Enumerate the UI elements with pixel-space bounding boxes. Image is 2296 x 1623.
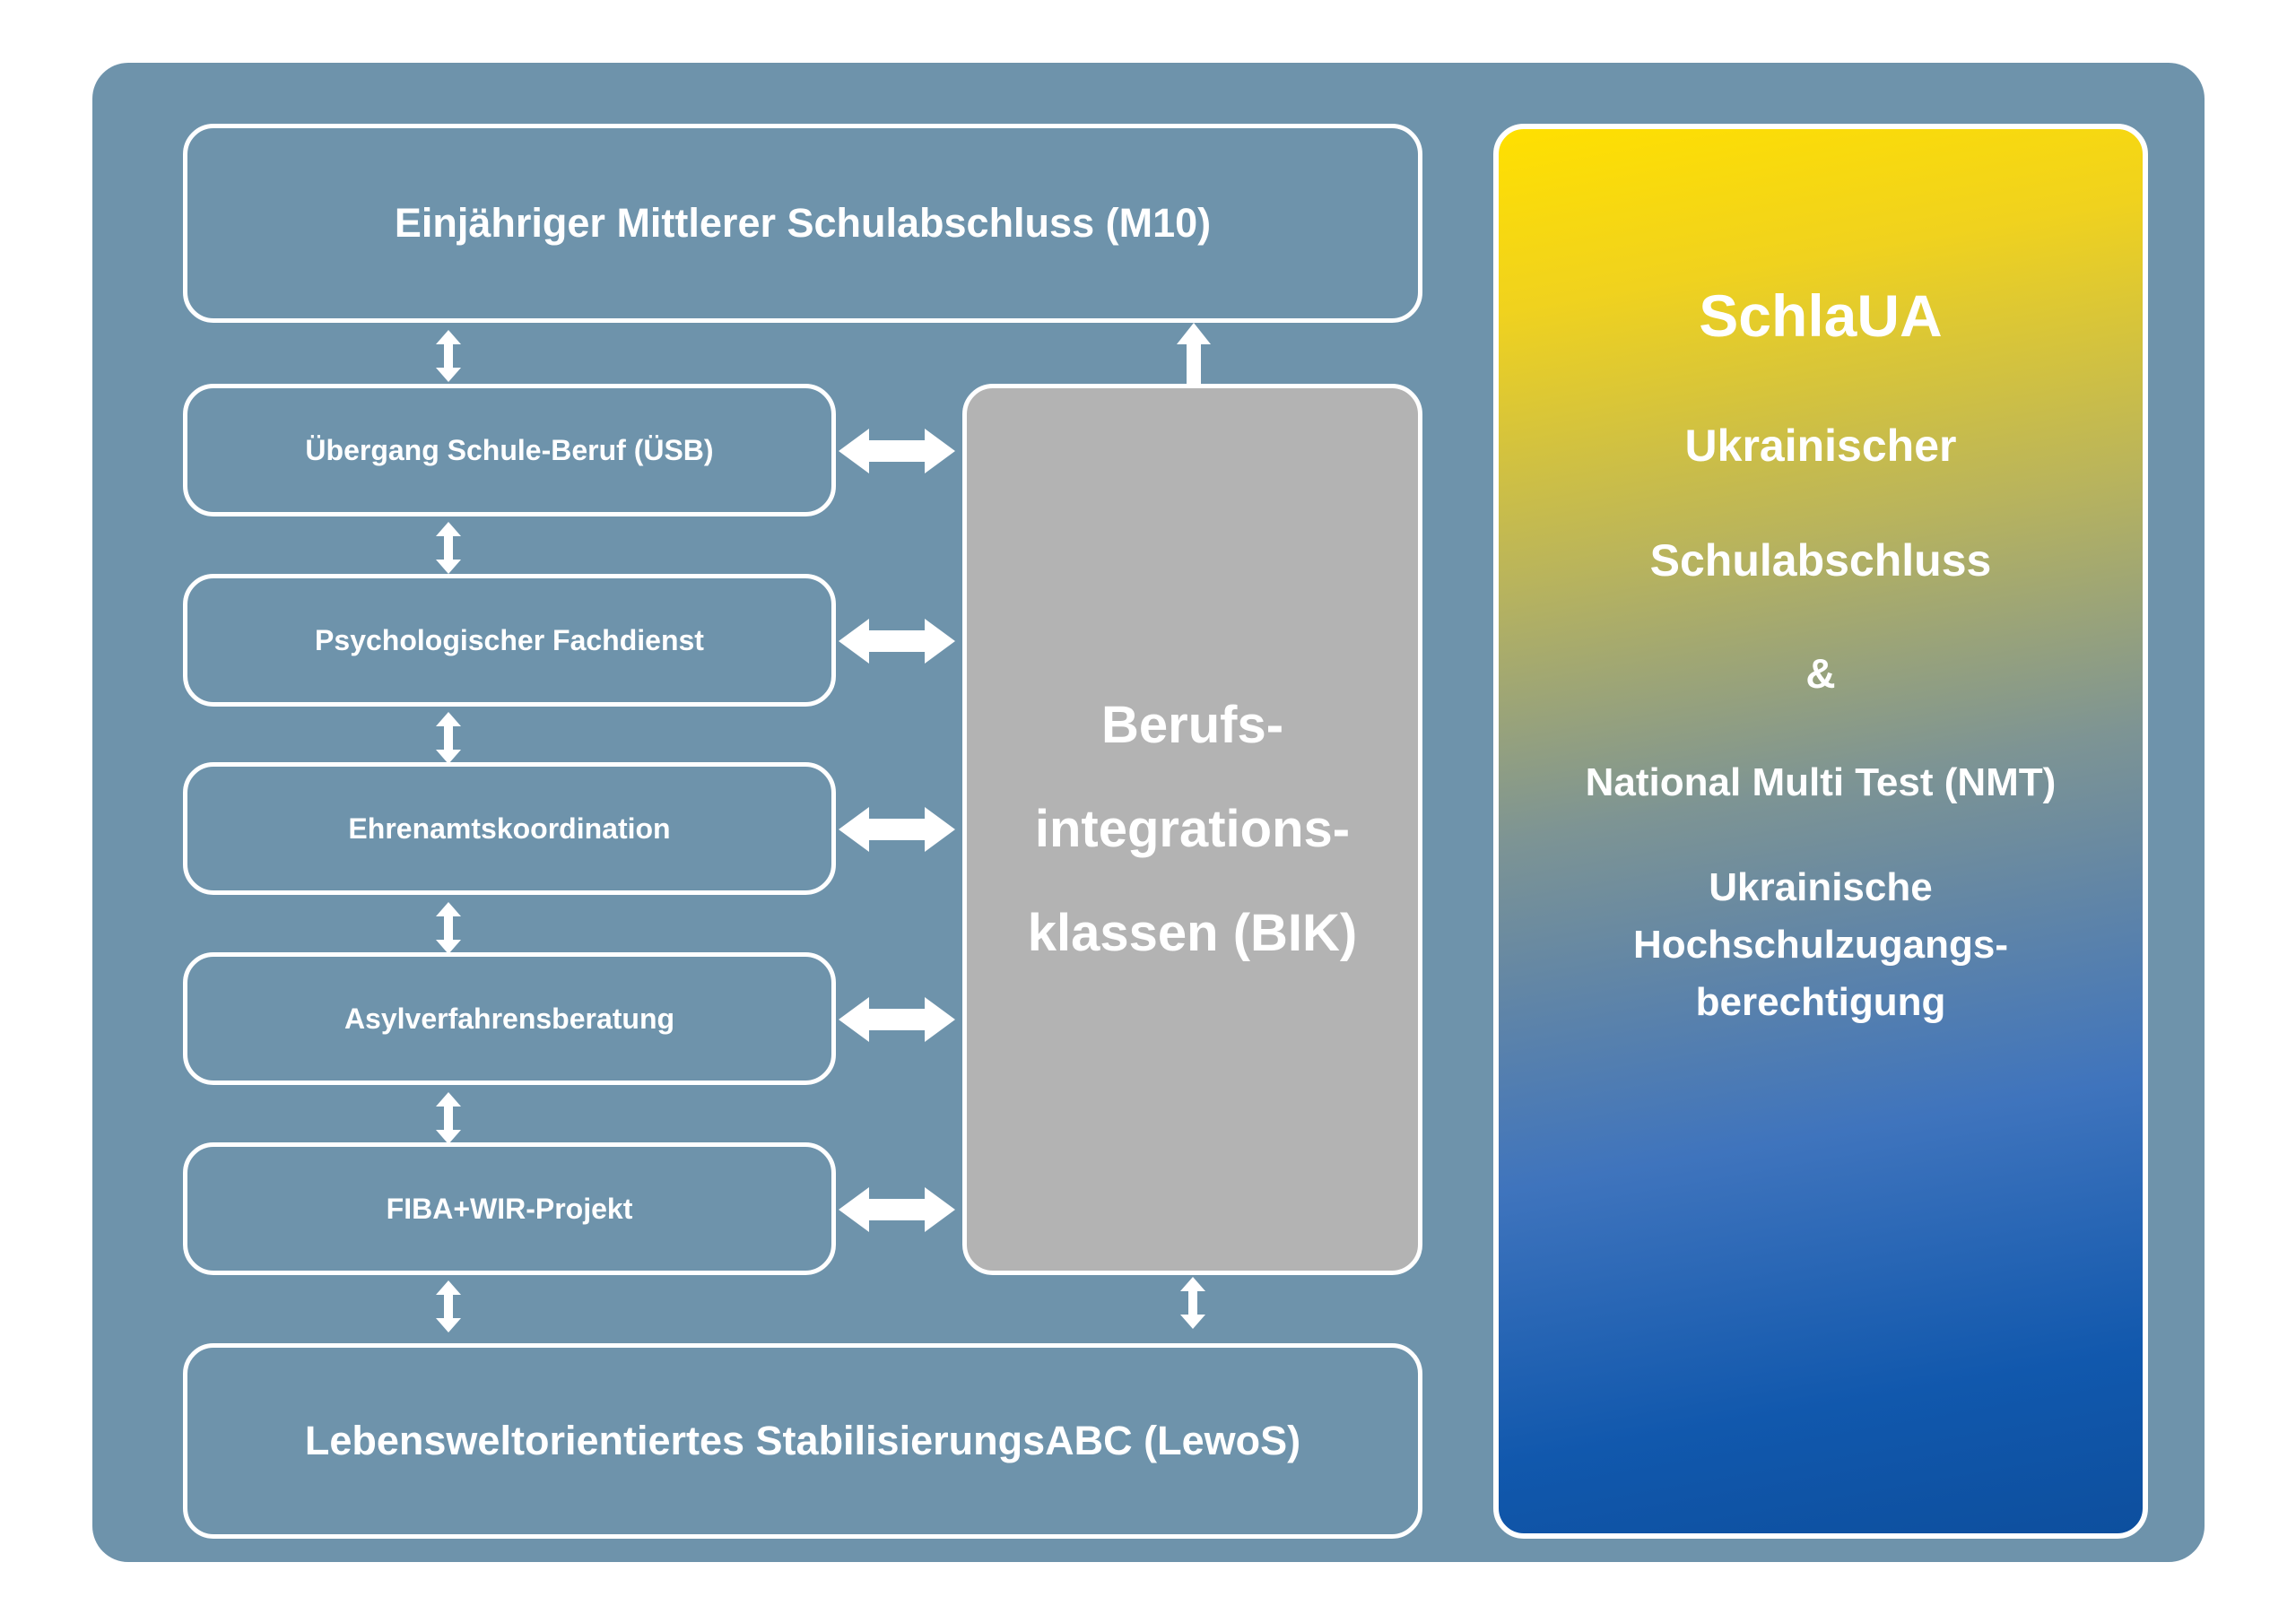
node-m10[interactable] [183, 124, 1422, 323]
node-berufsintegrationsklassen[interactable] [962, 384, 1422, 1275]
node-psychologischer-fachdienst-label: Psychologischer Fachdienst [315, 624, 704, 656]
schlaua-line-4 [1499, 859, 2143, 1030]
node-ehrenamtskoordination-label: Ehrenamtskoordination [348, 812, 671, 845]
schlaua-line-4-part-3: berechtigung [1695, 979, 1946, 1024]
arrow-vertical-m10-uesb [433, 330, 464, 382]
schlaua-title: SchlaUA [1699, 282, 1943, 349]
arrow-vertical-psych-ehren [433, 712, 464, 764]
node-fiba-wir-projekt[interactable] [183, 1142, 836, 1275]
arrow-vertical-ehren-asyl [433, 902, 464, 954]
node-asylverfahrensberatung[interactable] [183, 952, 836, 1085]
schlaua-line-1: Ukrainischer [1684, 421, 1957, 471]
node-bik-line-3: klassen (BIK) [1027, 904, 1358, 962]
arrow-horizontal-asyl-bik [839, 992, 955, 1047]
schlaua-ampersand: & [1805, 650, 1836, 697]
arrow-horizontal-ehren-bik [839, 802, 955, 857]
schlaua-line-2: Schulabschluss [1649, 535, 1992, 586]
node-uebergang-schule-beruf[interactable] [183, 384, 836, 516]
arrow-vertical-asyl-fiba [433, 1092, 464, 1144]
arrow-horizontal-psych-bik [839, 613, 955, 669]
node-uebergang-schule-beruf-label: Übergang Schule-Beruf (ÜSB) [305, 434, 714, 466]
node-psychologischer-fachdienst[interactable] [183, 574, 836, 707]
node-asylverfahrensberatung-label: Asylverfahrensberatung [344, 1002, 675, 1035]
arrow-horizontal-fiba-bik [839, 1182, 955, 1237]
node-lewos-label: Lebensweltorientiertes StabilisierungsABC (LewoS) [304, 1417, 1301, 1463]
node-ehrenamtskoordination[interactable] [183, 762, 836, 895]
schlaua-line-3: National Multi Test (NMT) [1585, 760, 2057, 804]
node-fiba-wir-projekt-label: FIBA+WIR-Projekt [386, 1193, 633, 1225]
arrow-up-bik-m10 [1175, 323, 1213, 386]
node-bik-line-1: Berufs- [1100, 696, 1284, 754]
schlaua-line-4-part-1: Ukrainische [1709, 865, 1933, 909]
schlaua-line-4-part-2: Hochschulzugangs- [1632, 922, 2009, 967]
arrow-vertical-bik-lewos [1178, 1277, 1208, 1329]
node-lewos[interactable] [183, 1343, 1422, 1539]
arrow-vertical-uesb-psych [433, 522, 464, 574]
arrow-vertical-fiba-lewos [433, 1280, 464, 1332]
node-m10-label: Einjähriger Mittlerer Schulabschluss (M10) [394, 199, 1212, 246]
panel-schlaua[interactable] [1493, 124, 2148, 1539]
arrow-horizontal-uesb-bik [839, 423, 955, 479]
node-bik-line-2: integrations- [1034, 800, 1351, 858]
